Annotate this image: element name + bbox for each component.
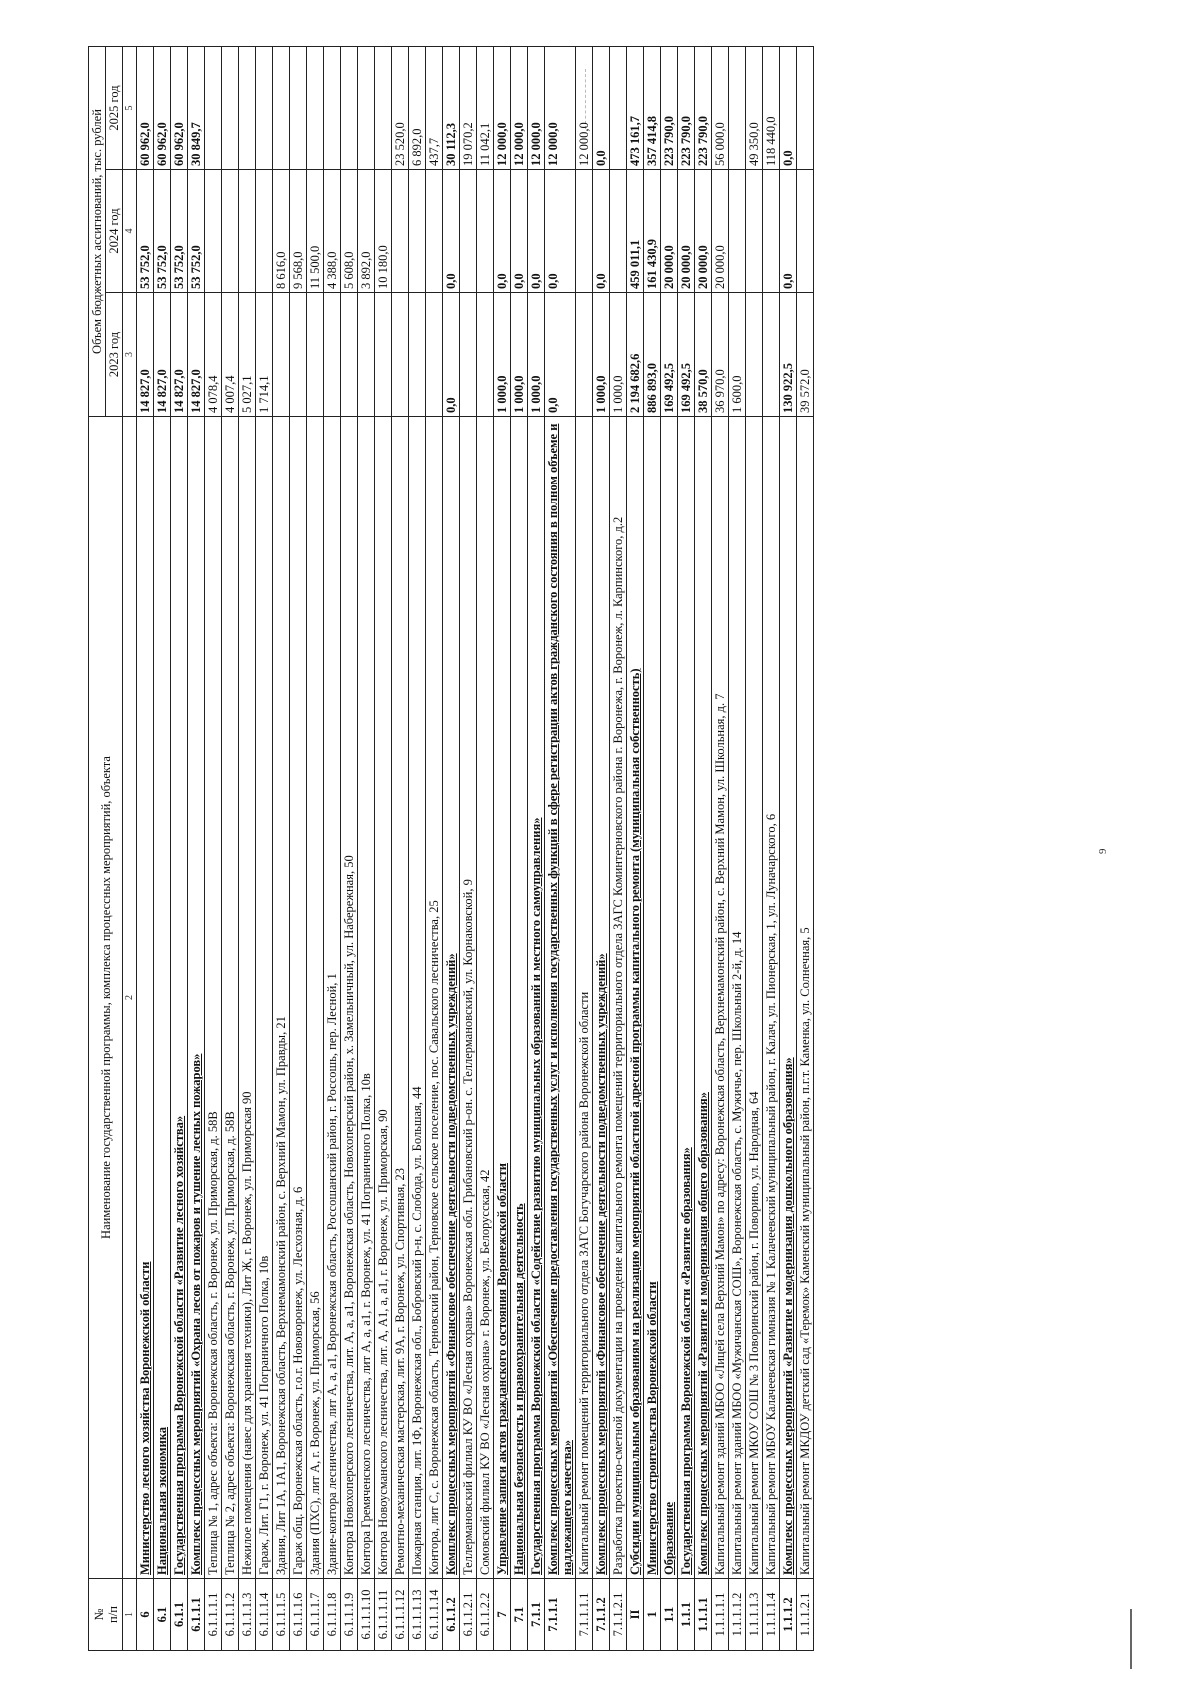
budget-table [88, 46, 814, 1651]
row-name: Контора Новохоперского лесничества, лит. А, а, а1, Воронежская область, Новохоперский район, х. Замельничный, ул. Набережная, 50 [341, 417, 358, 1579]
value-2024: 3 892,0 [358, 170, 375, 293]
value-2023 [375, 293, 392, 417]
value-2025 [358, 47, 375, 170]
value-2024 [205, 170, 222, 293]
table-row [593, 47, 610, 1651]
value-2024: 11 500,0 [307, 170, 324, 293]
value-2024: 0,0 [545, 170, 576, 293]
value-2025: 12 000,0 [528, 47, 545, 170]
value-2023 [290, 293, 307, 417]
row-name: Теплица № 1, адрес объекта: Воронежская область, г. Воронеж, ул. Приморская, д. 58В [205, 417, 222, 1579]
value-2023 [392, 293, 409, 417]
value-2024 [392, 170, 409, 293]
row-number: 7.1 [511, 1579, 528, 1651]
row-name: Капитальный ремонт зданий МБОО «Мужичанская СОШ», Воронежская область, с. Мужичье, пер. Школьный 2-й, д. 14 [729, 417, 746, 1579]
value-2024 [729, 170, 746, 293]
row-number: 6.1.1.1.10 [358, 1579, 375, 1651]
row-name: Разработка проектно-сметной документации на проведение капитального ремонта помещений территориального отдела ЗАГС Коминтерновского района г. Воронежа, г. Воронеж, л. Карпинского, д.2 [610, 417, 627, 1579]
value-2023: 1 000,0 [610, 293, 627, 417]
row-number: 6.1.1.1.4 [256, 1579, 273, 1651]
value-2023: 14 827,0 [154, 293, 171, 417]
value-2025: 56 000,0 [712, 47, 729, 170]
value-2025 [273, 47, 290, 170]
value-2025: 12 000,0 [511, 47, 528, 170]
value-2025 [341, 47, 358, 170]
value-2025: 49 350,0 [746, 47, 763, 170]
table-body [137, 47, 814, 1651]
table-row [358, 47, 375, 1651]
row-name: Капитальный ремонт зданий МБОО «Лицей села Верхний Мамон» по адресу: Воронежская область, Верхнемамонский район, с. Верхний Мамон, ул. Школьная, д. 7 [712, 417, 729, 1579]
value-2023: 14 827,0 [188, 293, 205, 417]
table-row [678, 47, 695, 1651]
value-2024: 0,0 [494, 170, 511, 293]
value-2025 [205, 47, 222, 170]
row-name: Министерство лесного хозяйства Воронежской области [137, 417, 154, 1579]
value-2023: 1 714,1 [256, 293, 273, 417]
value-2025: 223 790,0 [695, 47, 712, 170]
row-number: 6.1.1.1.5 [273, 1579, 290, 1651]
value-2024 [426, 170, 443, 293]
row-number: 7.1.1.1 [545, 1579, 576, 1651]
row-name: Комплекс процессных мероприятий «Обеспечение предоставления государственных услуг и исполнения государственных функций в сфере регистрации актов гражданского состояния в полном объеме и надлежащего качества» [545, 417, 576, 1579]
value-2023: 1 000,0 [511, 293, 528, 417]
value-2023: 0,0 [545, 293, 576, 417]
value-2025: 437,7 [426, 47, 443, 170]
value-2025 [222, 47, 239, 170]
row-name: Государственная программа Воронежской области «Развитие лесного хозяйства» [171, 417, 188, 1579]
row-number: 6.1.1 [171, 1579, 188, 1651]
value-2024 [409, 170, 426, 293]
row-name: Комплекс процессных мероприятий «Финансовое обеспечение деятельности подведомственных учреждений» [443, 417, 460, 1579]
row-name: Национальная безопасность и правоохранительная деятельность [511, 417, 528, 1579]
row-name: Комплекс процессных мероприятий «Развитие и модернизация общего образования» [695, 417, 712, 1579]
table-row [409, 47, 426, 1651]
row-name: Управление записи актов гражданского состояния Воронежской области [494, 417, 511, 1579]
value-2023 [426, 293, 443, 417]
value-2025 [239, 47, 256, 170]
row-name: Гараж общ. Воронежская область, г.о.г. Нововоронеж, ул. Лесхозная, д. 6 [290, 417, 307, 1579]
header-2024: 2024 год [106, 170, 123, 293]
value-2024: 161 430,9 [644, 170, 661, 293]
row-number: 1.1.1.1.2 [729, 1579, 746, 1651]
row-number: 1.1.1.1.1 [712, 1579, 729, 1651]
row-number: 6.1.1.2 [443, 1579, 460, 1651]
table-row [341, 47, 358, 1651]
value-2025: 473 161,7 [627, 47, 644, 170]
value-2024: 0,0 [443, 170, 460, 293]
row-number: 6.1.1.1.1 [205, 1579, 222, 1651]
value-2023 [358, 293, 375, 417]
value-2024: 20 000,0 [678, 170, 695, 293]
table-row [392, 47, 409, 1651]
row-name: Контора Новоусманского лесничества, лит. А, А1, а, а1, г. Воронеж, ул. Приморская, 90 [375, 417, 392, 1579]
row-name: Капитальный ремонт помещений территориального отдела ЗАГС Богучарского района Воронежской области [576, 417, 593, 1579]
value-2024 [746, 170, 763, 293]
value-2025: 30 849,7 [188, 47, 205, 170]
row-number: 6.1.1.1.7 [307, 1579, 324, 1651]
value-2025: 60 962,0 [171, 47, 188, 170]
row-number: 7.1.1.1.1 [576, 1579, 593, 1651]
table-row [273, 47, 290, 1651]
row-number: 6.1.1.1.2 [222, 1579, 239, 1651]
value-2024: 0,0 [528, 170, 545, 293]
value-2023: 2 194 682,6 [627, 293, 644, 417]
value-2023 [477, 293, 494, 417]
value-2025: 0,0 [593, 47, 610, 170]
value-2025: 0,0 [780, 47, 797, 170]
value-2024: 10 180,0 [375, 170, 392, 293]
value-2025 [256, 47, 273, 170]
row-number: 1.1.1.1.4 [763, 1579, 780, 1651]
table-row [746, 47, 763, 1651]
table-row [205, 47, 222, 1651]
table-row [661, 47, 678, 1651]
row-number: 7 [494, 1579, 511, 1651]
value-2023: 36 970,0 [712, 293, 729, 417]
value-2025: 60 962,0 [137, 47, 154, 170]
value-2024: 53 752,0 [137, 170, 154, 293]
table-row [576, 47, 593, 1651]
value-2023: 39 572,0 [797, 293, 814, 417]
row-number: 6.1.1.2.1 [460, 1579, 477, 1651]
value-2025: 23 520,0 [392, 47, 409, 170]
header-budget: Объем бюджетных ассигнований, тыс. рублей [89, 47, 106, 417]
value-2025: 223 790,0 [678, 47, 695, 170]
row-name: Капитальный ремонт МБОУ Калачеевская гимназия № 1 Калачеевский муниципальный район, г. Калач, ул. Пионерская, 1, ул. Луначарского, 6 [763, 417, 780, 1579]
row-name: Министерство строительства Воронежской области [644, 417, 661, 1579]
table-row [644, 47, 661, 1651]
value-2025: 12 000,0 [545, 47, 576, 170]
row-number: 6.1.1.1.8 [324, 1579, 341, 1651]
row-name: Государственная программа Воронежской области «Содействие развитию муниципальных образований и местного самоуправления» [528, 417, 545, 1579]
value-2023 [746, 293, 763, 417]
value-2023: 1 000,0 [494, 293, 511, 417]
value-2023: 1 000,0 [528, 293, 545, 417]
col-index-4: 4 [123, 170, 137, 293]
value-2023: 14 827,0 [171, 293, 188, 417]
row-name: Образование [661, 417, 678, 1579]
col-index-2: 2 [123, 417, 137, 1579]
row-number: 6.1.1.1.9 [341, 1579, 358, 1651]
value-2023: 0,0 [443, 293, 460, 417]
value-2024 [477, 170, 494, 293]
value-2023: 1 600,0 [729, 293, 746, 417]
col-index-3: 3 [123, 293, 137, 417]
table-row [712, 47, 729, 1651]
table-row [460, 47, 477, 1651]
row-number: 6.1.1.1 [188, 1579, 205, 1651]
value-2024: 459 011,1 [627, 170, 644, 293]
value-2025: 30 112,3 [443, 47, 460, 170]
value-2023: 4 078,4 [205, 293, 222, 417]
value-2023 [341, 293, 358, 417]
row-number: 1.1.1.1 [695, 1579, 712, 1651]
header-2025: 2025 год [106, 47, 123, 170]
value-2023: 38 570,0 [695, 293, 712, 417]
table-row [494, 47, 511, 1651]
row-name: Теллермановский филиал КУ ВО «Лесная охрана» Воронежская обл. Грибановский р-он. с. Теллермановский, ул. Корнаковской, 9 [460, 417, 477, 1579]
row-number: 1.1.1.2 [780, 1579, 797, 1651]
col-index-1: 1 [123, 1579, 137, 1651]
table-row [729, 47, 746, 1651]
value-2025 [375, 47, 392, 170]
table-row [627, 47, 644, 1651]
row-number: 1 [644, 1579, 661, 1651]
table-row [290, 47, 307, 1651]
value-2025: 60 962,0 [154, 47, 171, 170]
row-number: 6.1.1.1.11 [375, 1579, 392, 1651]
table-row [443, 47, 460, 1651]
table-row [171, 47, 188, 1651]
value-2024 [222, 170, 239, 293]
table-row [511, 47, 528, 1651]
row-name: Комплекс процессных мероприятий «Развитие и модернизация дошкольного образования» [780, 417, 797, 1579]
row-name: Государственная программа Воронежской области «Развитие образования» [678, 417, 695, 1579]
value-2023: 169 492,5 [678, 293, 695, 417]
value-2024: 4 388,0 [324, 170, 341, 293]
row-number: 6.1.1.1.3 [239, 1579, 256, 1651]
value-2024: 53 752,0 [171, 170, 188, 293]
table-row [154, 47, 171, 1651]
value-2024: 8 616,0 [273, 170, 290, 293]
value-2024: 20 000,0 [695, 170, 712, 293]
value-2023: 130 922,5 [780, 293, 797, 417]
value-2024: 20 000,0 [661, 170, 678, 293]
row-name: Комплекс процессных мероприятий «Финансовое обеспечение деятельности подведомственных учреждений» [593, 417, 610, 1579]
col-index-5: 5 [123, 47, 137, 170]
value-2025 [610, 47, 627, 170]
value-2024: 0,0 [511, 170, 528, 293]
table-row [610, 47, 627, 1651]
value-2025: 118 440,0 [763, 47, 780, 170]
table-row [256, 47, 273, 1651]
row-number: 6.1.1.1.14 [426, 1579, 443, 1651]
value-2023 [409, 293, 426, 417]
row-number: 6.1 [154, 1579, 171, 1651]
scan-artifact-mark [1130, 1609, 1132, 1669]
row-number: 1.1.1 [678, 1579, 695, 1651]
row-name: Гараж, Лит. Г1, г. Воронеж, ул. 41 Пограничного Полка, 10в [256, 417, 273, 1579]
table-row [307, 47, 324, 1651]
value-2023: 4 007,4 [222, 293, 239, 417]
table-row [695, 47, 712, 1651]
row-name: Контора, лит С, с. Воронежская область, Терновский район, Терновское сельское поселение, пос. Савальского лесничества, 25 [426, 417, 443, 1579]
value-2025 [797, 47, 814, 170]
row-name: Контора Гремяченского лесничества, лит А, а, а1, г. Воронеж, ул. 41 Пограничного Полка, 10в [358, 417, 375, 1579]
row-name: Капитальный ремонт МКОУ СОШ № 3 Поворинский район, г. Поворино, ул. Народная, 64 [746, 417, 763, 1579]
value-2023: 886 893,0 [644, 293, 661, 417]
table-row [545, 47, 576, 1651]
row-number: 1.1 [661, 1579, 678, 1651]
value-2024 [610, 170, 627, 293]
value-2024 [797, 170, 814, 293]
header-name: Наименование государственной программы, комплекса процессных мероприятий, объекта [89, 417, 123, 1579]
header-2023: 2023 год [106, 293, 123, 417]
value-2025 [290, 47, 307, 170]
row-name: Нежилое помещения (навес для хранения техники), Лит Ж, г. Воронеж, ул. Приморская 90 [239, 417, 256, 1579]
value-2024: 0,0 [593, 170, 610, 293]
table-row [222, 47, 239, 1651]
value-2024: 20 000,0 [712, 170, 729, 293]
value-2023 [307, 293, 324, 417]
value-2024 [460, 170, 477, 293]
row-number: 6.1.1.1.13 [409, 1579, 426, 1651]
table-row [188, 47, 205, 1651]
value-2023 [763, 293, 780, 417]
row-name: Ремонтно-механическая мастерская, лит. 9А, г. Воронеж, ул. Спортивная, 23 [392, 417, 409, 1579]
row-number: 6.1.1.2.2 [477, 1579, 494, 1651]
value-2025: 11 042,1 [477, 47, 494, 170]
row-name: Теплица № 2, адрес объекта: Воронежская область, г. Воронеж, ул. Приморская, д. 58В [222, 417, 239, 1579]
row-name: Здания (ПХС), лит А, г. Воронеж, ул. Приморская, 56 [307, 417, 324, 1579]
value-2025 [324, 47, 341, 170]
value-2025: 19 070,2 [460, 47, 477, 170]
row-name: Сомовский филиал КУ ВО «Лесная охрана» г. Воронеж, ул. Белорусская, 42 [477, 417, 494, 1579]
row-number: II [627, 1579, 644, 1651]
row-number: 1.1.1.1.3 [746, 1579, 763, 1651]
value-2024 [576, 170, 593, 293]
value-2025: 357 414,8 [644, 47, 661, 170]
value-2024: 53 752,0 [154, 170, 171, 293]
row-number: 7.1.1.2.1 [610, 1579, 627, 1651]
value-2024: 5 608,0 [341, 170, 358, 293]
value-2024 [256, 170, 273, 293]
value-2025: 12 000,0 [494, 47, 511, 170]
value-2024: 53 752,0 [188, 170, 205, 293]
row-name: Национальная экономика [154, 417, 171, 1579]
table-row [780, 47, 797, 1651]
value-2023 [273, 293, 290, 417]
value-2023: 1 000,0 [593, 293, 610, 417]
row-name: Здание-контора лесничества, лит А, а, а1, Воронежская область, Россошанский район, г. Россошь, пер. Лесной, 1 [324, 417, 341, 1579]
table-row [763, 47, 780, 1651]
row-number: 1.1.1.2.1 [797, 1579, 814, 1651]
header-num: № п/п [89, 1579, 123, 1651]
table-row [375, 47, 392, 1651]
row-number: 6 [137, 1579, 154, 1651]
row-name: Субсидии муниципальным образованиям на реализацию мероприятий областной адресной программы капитального ремонта (муниципальная собственность) [627, 417, 644, 1579]
row-number: 6.1.1.1.6 [290, 1579, 307, 1651]
table-row [239, 47, 256, 1651]
row-name: Пожарная станция, лит. 1Ф, Воронежская обл., Бобровский р-н, с. Слобода, ул. Большая, 44 [409, 417, 426, 1579]
value-2023: 169 492,5 [661, 293, 678, 417]
value-2023: 5 027,1 [239, 293, 256, 417]
row-name: Здания, Лит 1А, 1А1, Воронежская область, Верхнемамонский район, с. Верхний Мамон, ул. Правды, 21 [273, 417, 290, 1579]
table-row [528, 47, 545, 1651]
value-2025 [307, 47, 324, 170]
value-2024: 9 568,0 [290, 170, 307, 293]
value-2024: 0,0 [780, 170, 797, 293]
table-row [477, 47, 494, 1651]
row-name: Капитальный ремонт МКДОУ детский сад «Теремок» Каменский муниципальный район, п.г.т. Каменка, ул. Солнечная, 5 [797, 417, 814, 1579]
value-2023 [324, 293, 341, 417]
value-2023 [460, 293, 477, 417]
value-2024 [239, 170, 256, 293]
value-2025 [729, 47, 746, 170]
table-row [324, 47, 341, 1651]
value-2023 [576, 293, 593, 417]
value-2023: 14 827,0 [137, 293, 154, 417]
row-number: 7.1.1 [528, 1579, 545, 1651]
table-row [137, 47, 154, 1651]
row-number: 7.1.1.2 [593, 1579, 610, 1651]
row-name: Комплекс процессных мероприятий «Охрана лесов от пожаров и тушение лесных пожаров» [188, 417, 205, 1579]
table-row [797, 47, 814, 1651]
value-2025: 6 892,0 [409, 47, 426, 170]
page-number: 9 [1097, 848, 1109, 854]
value-2025: 12 000,0 [576, 47, 593, 170]
value-2024 [763, 170, 780, 293]
row-number: 6.1.1.1.12 [392, 1579, 409, 1651]
value-2025: 223 790,0 [661, 47, 678, 170]
table-row [426, 47, 443, 1651]
